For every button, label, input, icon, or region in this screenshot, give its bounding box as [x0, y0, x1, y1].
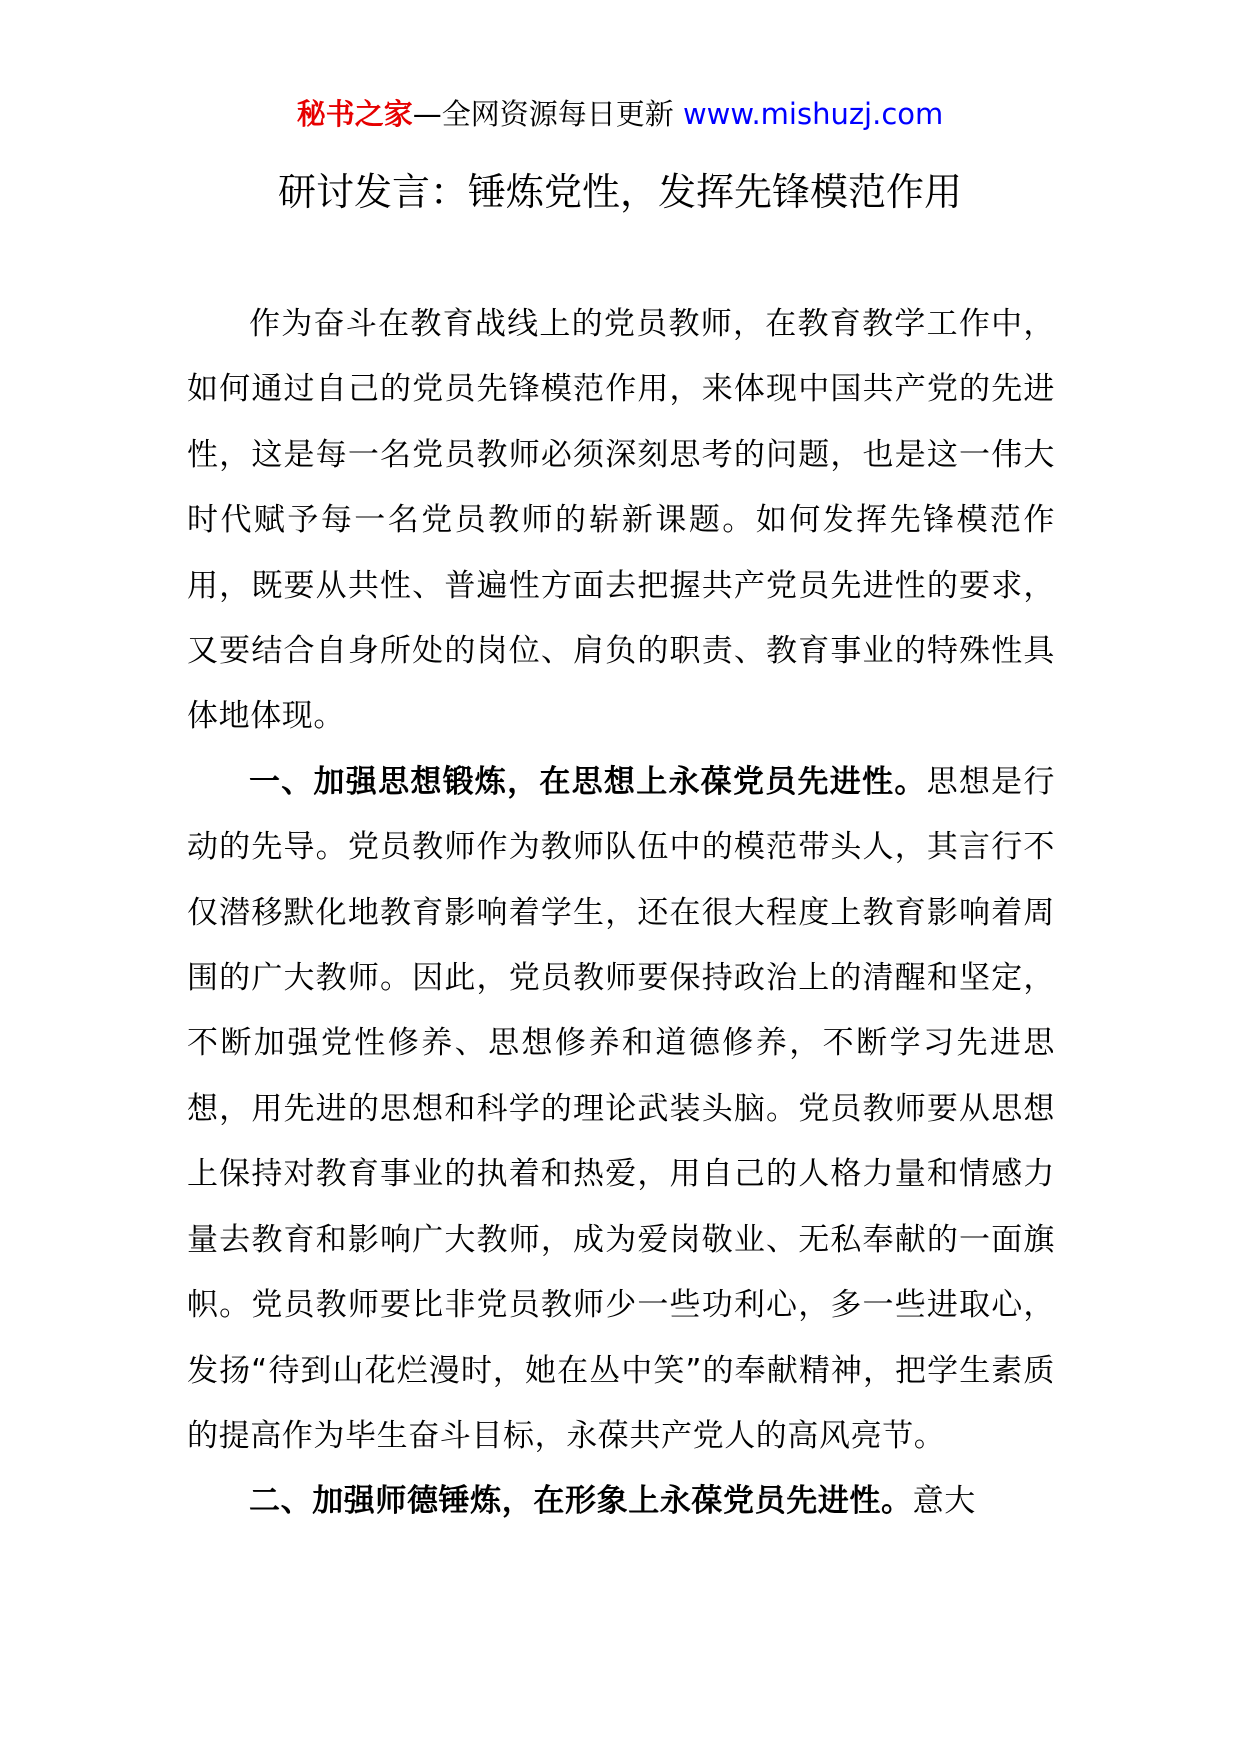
site-header — [0, 94, 1240, 134]
paragraph-section-1 — [187, 750, 1055, 1469]
section-heading-2: 二、加强师德锤炼，在形象上永葆党员先进性。 — [249, 1483, 913, 1520]
paragraph-text: 意大 — [912, 1483, 976, 1520]
paragraph-section-2 — [187, 1469, 1055, 1534]
section-heading-1: 一、加强思想锻炼，在思想上永葆党员先进性。 — [249, 763, 927, 800]
site-tagline: —全网资源每日更新 — [412, 97, 683, 131]
paragraph-intro — [187, 292, 1055, 750]
document-body — [187, 292, 1055, 1535]
paragraph-text: 作为奋斗在教育战线上的党员教师，在教育教学工作中，如何通过自己的党员先锋模范作用，来体现中国共产党的先进性，这是每一名党员教师必须深刻思考的问题，也是这一伟大时代赋予每一名党员教师的崭新课题。如何发挥先锋模范作用，既要从共性、普遍性方面去把握共产党员先进性的要求，又要结合自身所处的岗位、肩负的职责、教育事业的特殊性具体地体现。 — [187, 306, 1055, 735]
paragraph-text: 思想是行动的先导。党员教师作为教师队伍中的模范带头人，其言行不仅潜移默化地教育影响着学生，还在很大程度上教育影响着周围的广大教师。因此，党员教师要保持政治上的清醒和坚定，不断加强党性修养、思想修养和道德修养，不断学习先进思想，用先进的思想和科学的理论武装头脑。党员教师要从思想上保持对教育事业的执着和热爱，用自己的人格力量和情感力量去教育和影响广大教师，成为爱岗敬业、无私奉献的一面旗帜。党员教师要比非党员教师少一些功利心，多一些进取心，发扬“待到山花烂漫时，她在丛中笑”的奉献精神，把学生素质的提高作为毕生奋斗目标，永葆共产党人的高风亮节。 — [187, 763, 1055, 1454]
site-brand: 秘书之家 — [296, 97, 413, 131]
site-url-link[interactable]: www.mishuzj.com — [682, 97, 944, 131]
document-title: 研讨发言：锤炼党性，发挥先锋模范作用 — [277, 170, 962, 214]
